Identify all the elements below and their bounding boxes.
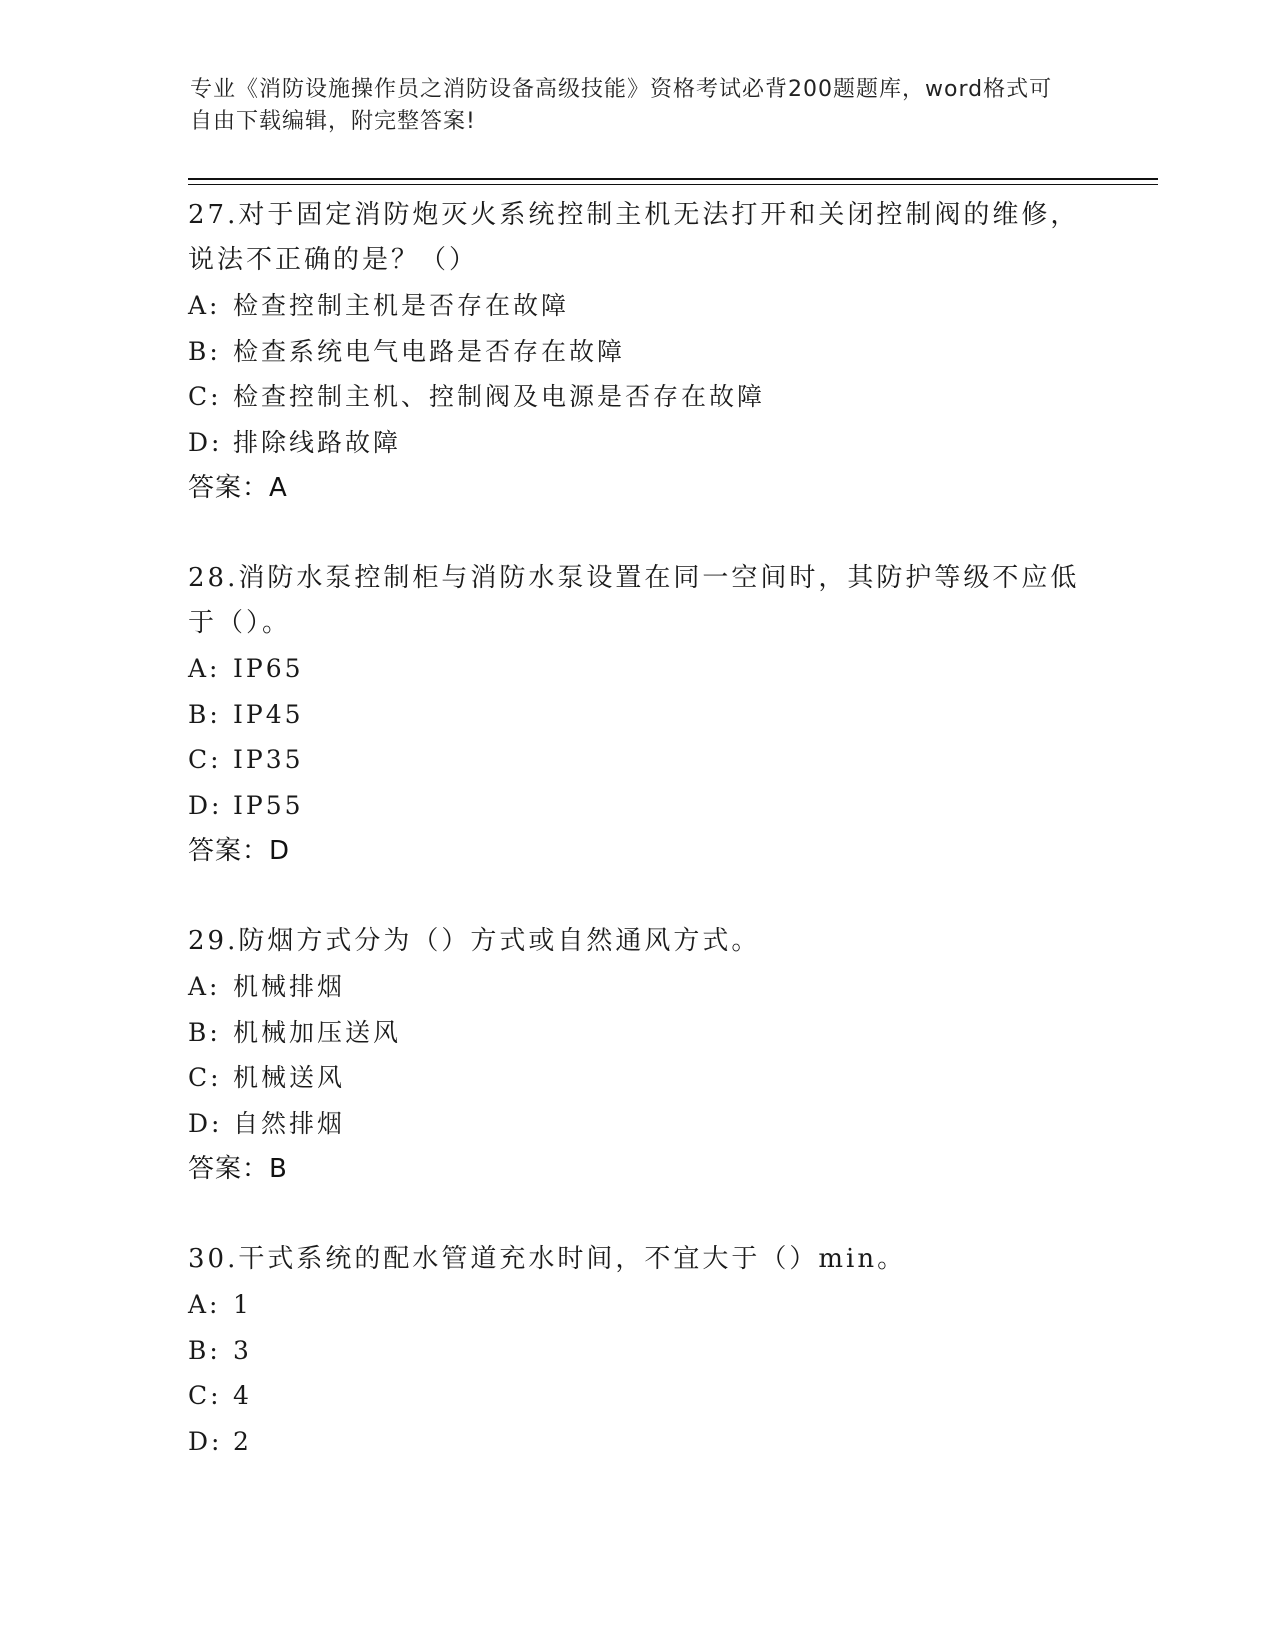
- question-28: [188, 556, 1088, 874]
- option-b: [188, 1328, 1088, 1374]
- option-text: 4: [233, 1381, 252, 1410]
- spacer: [188, 874, 1088, 919]
- question-27: [188, 193, 1088, 511]
- option-b: [188, 329, 1088, 375]
- option-letter: B:: [188, 336, 221, 366]
- option-text: 3: [233, 1335, 252, 1365]
- option-text: IP55: [233, 790, 304, 820]
- option-letter: A:: [188, 291, 221, 320]
- option-b: [188, 692, 1088, 738]
- answer-label: 答案：D: [188, 836, 291, 866]
- option-text: 1: [233, 1290, 252, 1319]
- option-a: [188, 283, 1088, 329]
- option-d: [188, 420, 1088, 466]
- question-list: [188, 193, 1088, 1464]
- option-text: 检查控制主机是否存在故障: [233, 291, 570, 320]
- option-letter: C:: [188, 1381, 222, 1410]
- option-letter: A:: [188, 654, 221, 683]
- option-c: [188, 1373, 1088, 1419]
- option-letter: B:: [188, 699, 221, 729]
- option-letter: A:: [188, 1290, 221, 1319]
- option-letter: C:: [188, 745, 222, 774]
- option-letter: C:: [188, 1063, 222, 1092]
- option-text: 2: [233, 1426, 252, 1456]
- option-a: [188, 646, 1088, 692]
- option-text: 检查控制主机、控制阀及电源是否存在故障: [233, 382, 766, 411]
- question-29: [188, 919, 1088, 1192]
- option-c: [188, 737, 1088, 783]
- option-text: 排除线路故障: [233, 427, 402, 457]
- answer-label: 答案：B: [188, 1154, 288, 1184]
- option-d: [188, 783, 1088, 829]
- header-divider-thin: [188, 184, 1158, 185]
- option-d: [188, 1101, 1088, 1147]
- option-c: [188, 1055, 1088, 1101]
- option-text: IP45: [233, 699, 304, 729]
- option-letter: D:: [188, 1108, 223, 1138]
- option-letter: C:: [188, 382, 222, 411]
- option-a: [188, 964, 1088, 1010]
- option-text: 机械送风: [233, 1063, 346, 1092]
- option-text: 机械加压送风: [233, 1017, 402, 1047]
- document-header: 专业《消防设施操作员之消防设备高级技能》资格考试必背200题题库，word格式可自由下载编辑，附完整答案!: [190, 77, 1053, 134]
- question-text: 27.对于固定消防炮灭火系统控制主机无法打开和关闭控制阀的维修，说法不正确的是？（）: [188, 200, 1080, 275]
- spacer: [188, 511, 1088, 556]
- option-letter: D:: [188, 1426, 223, 1456]
- question-text: 30.干式系统的配水管道充水时间，不宜大于（）min。: [188, 1244, 907, 1274]
- option-letter: B:: [188, 1017, 221, 1047]
- option-letter: B:: [188, 1335, 221, 1365]
- question-text: 29.防烟方式分为（）方式或自然通风方式。: [188, 926, 761, 956]
- option-text: 自然排烟: [233, 1108, 346, 1138]
- option-a: [188, 1282, 1088, 1328]
- option-c: [188, 374, 1088, 420]
- option-letter: D:: [188, 427, 223, 457]
- option-text: IP35: [233, 745, 304, 774]
- question-30: [188, 1237, 1088, 1464]
- option-text: 检查系统电气电路是否存在故障: [233, 336, 626, 366]
- header-divider-thick: [188, 178, 1158, 180]
- question-text: 28.消防水泵控制柜与消防水泵设置在同一空间时，其防护等级不应低于（）。: [188, 563, 1080, 638]
- option-letter: A:: [188, 972, 221, 1001]
- option-b: [188, 1010, 1088, 1056]
- option-text: IP65: [233, 654, 304, 683]
- option-text: 机械排烟: [233, 972, 346, 1001]
- option-d: [188, 1419, 1088, 1465]
- spacer: [188, 1192, 1088, 1237]
- answer-label: 答案：A: [188, 473, 288, 503]
- option-letter: D:: [188, 790, 223, 820]
